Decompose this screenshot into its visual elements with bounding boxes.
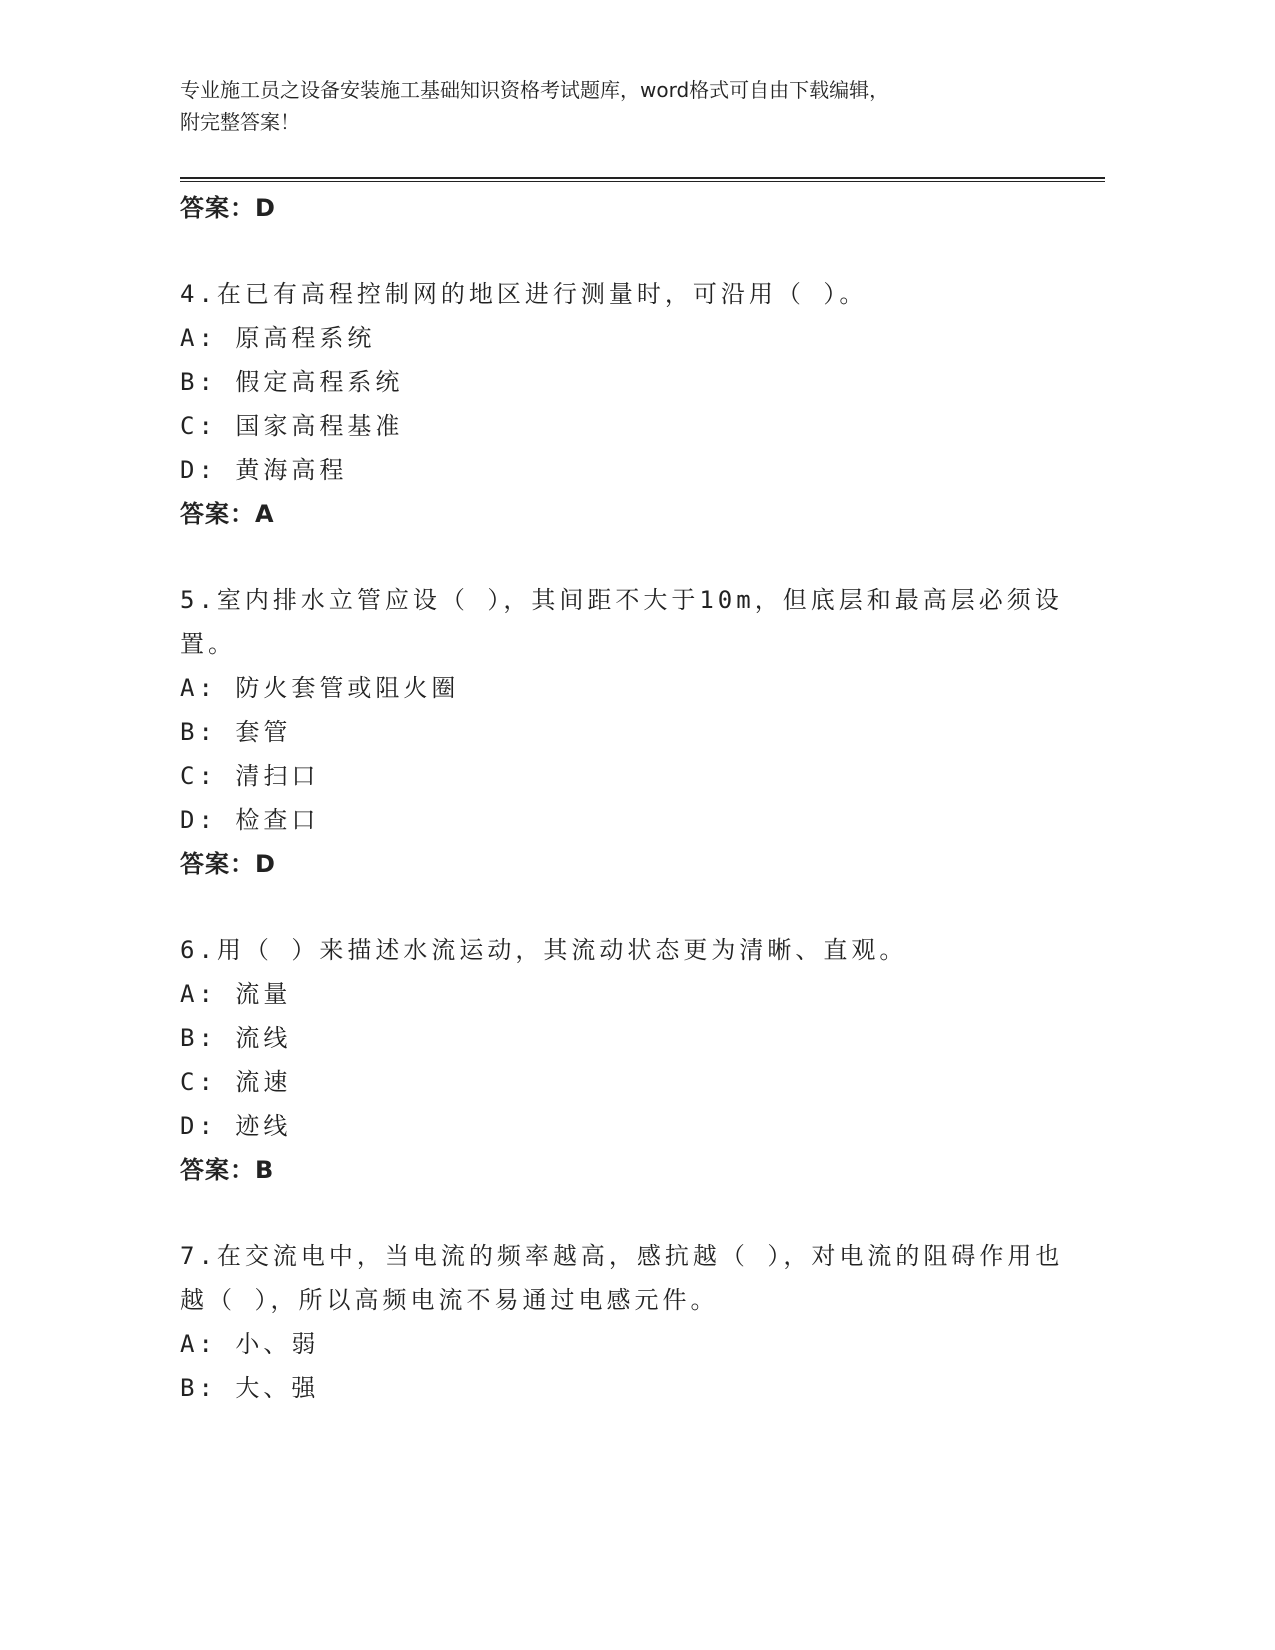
option-c: C: 国家高程基准 [180,412,404,440]
question-list [180,186,1080,1410]
answer-line: 答案：D [180,194,276,222]
option-d: D: 检查口 [180,806,320,834]
header-line-1: 专业施工员之设备安装施工基础知识资格考试题库，word格式可自由下载编辑， [180,78,890,102]
question-text: 6.用（ ）来描述水流运动，其流动状态更为清晰、直观。 [180,936,908,964]
option-a: A: 小、弱 [180,1330,320,1358]
option-c: C: 流速 [180,1068,292,1096]
question-text: 5.室内排水立管应设（ ），其间距不大于10m，但底层和最高层必须设置。 [180,586,1063,658]
header-divider-thin [180,181,1105,182]
option-d: D: 迹线 [180,1112,292,1140]
header-divider [180,177,1105,179]
document-header [180,74,1060,138]
question-block [180,1234,1080,1410]
option-a: A: 防火套管或阻火圈 [180,674,460,702]
option-b: B: 大、强 [180,1374,320,1402]
answer-line: 答案：B [180,1156,275,1184]
question-text: 4.在已有高程控制网的地区进行测量时，可沿用（ ）。 [180,280,868,308]
option-b: B: 流线 [180,1024,292,1052]
question-block [180,272,1080,536]
option-d: D: 黄海高程 [180,456,348,484]
answer-line: 答案：D [180,850,276,878]
option-a: A: 流量 [180,980,292,1008]
question-block [180,928,1080,1192]
option-b: B: 假定高程系统 [180,368,404,396]
option-c: C: 清扫口 [180,762,320,790]
answer-line: 答案：A [180,500,275,528]
header-line-2: 附完整答案！ [180,110,300,134]
question-text: 7.在交流电中，当电流的频率越高，感抗越（ ），对电流的阻碍作用也越（ ），所以高频电流不易通过电感元件。 [180,1242,1064,1314]
option-a: A: 原高程系统 [180,324,376,352]
question-block [180,578,1080,886]
option-b: B: 套管 [180,718,292,746]
